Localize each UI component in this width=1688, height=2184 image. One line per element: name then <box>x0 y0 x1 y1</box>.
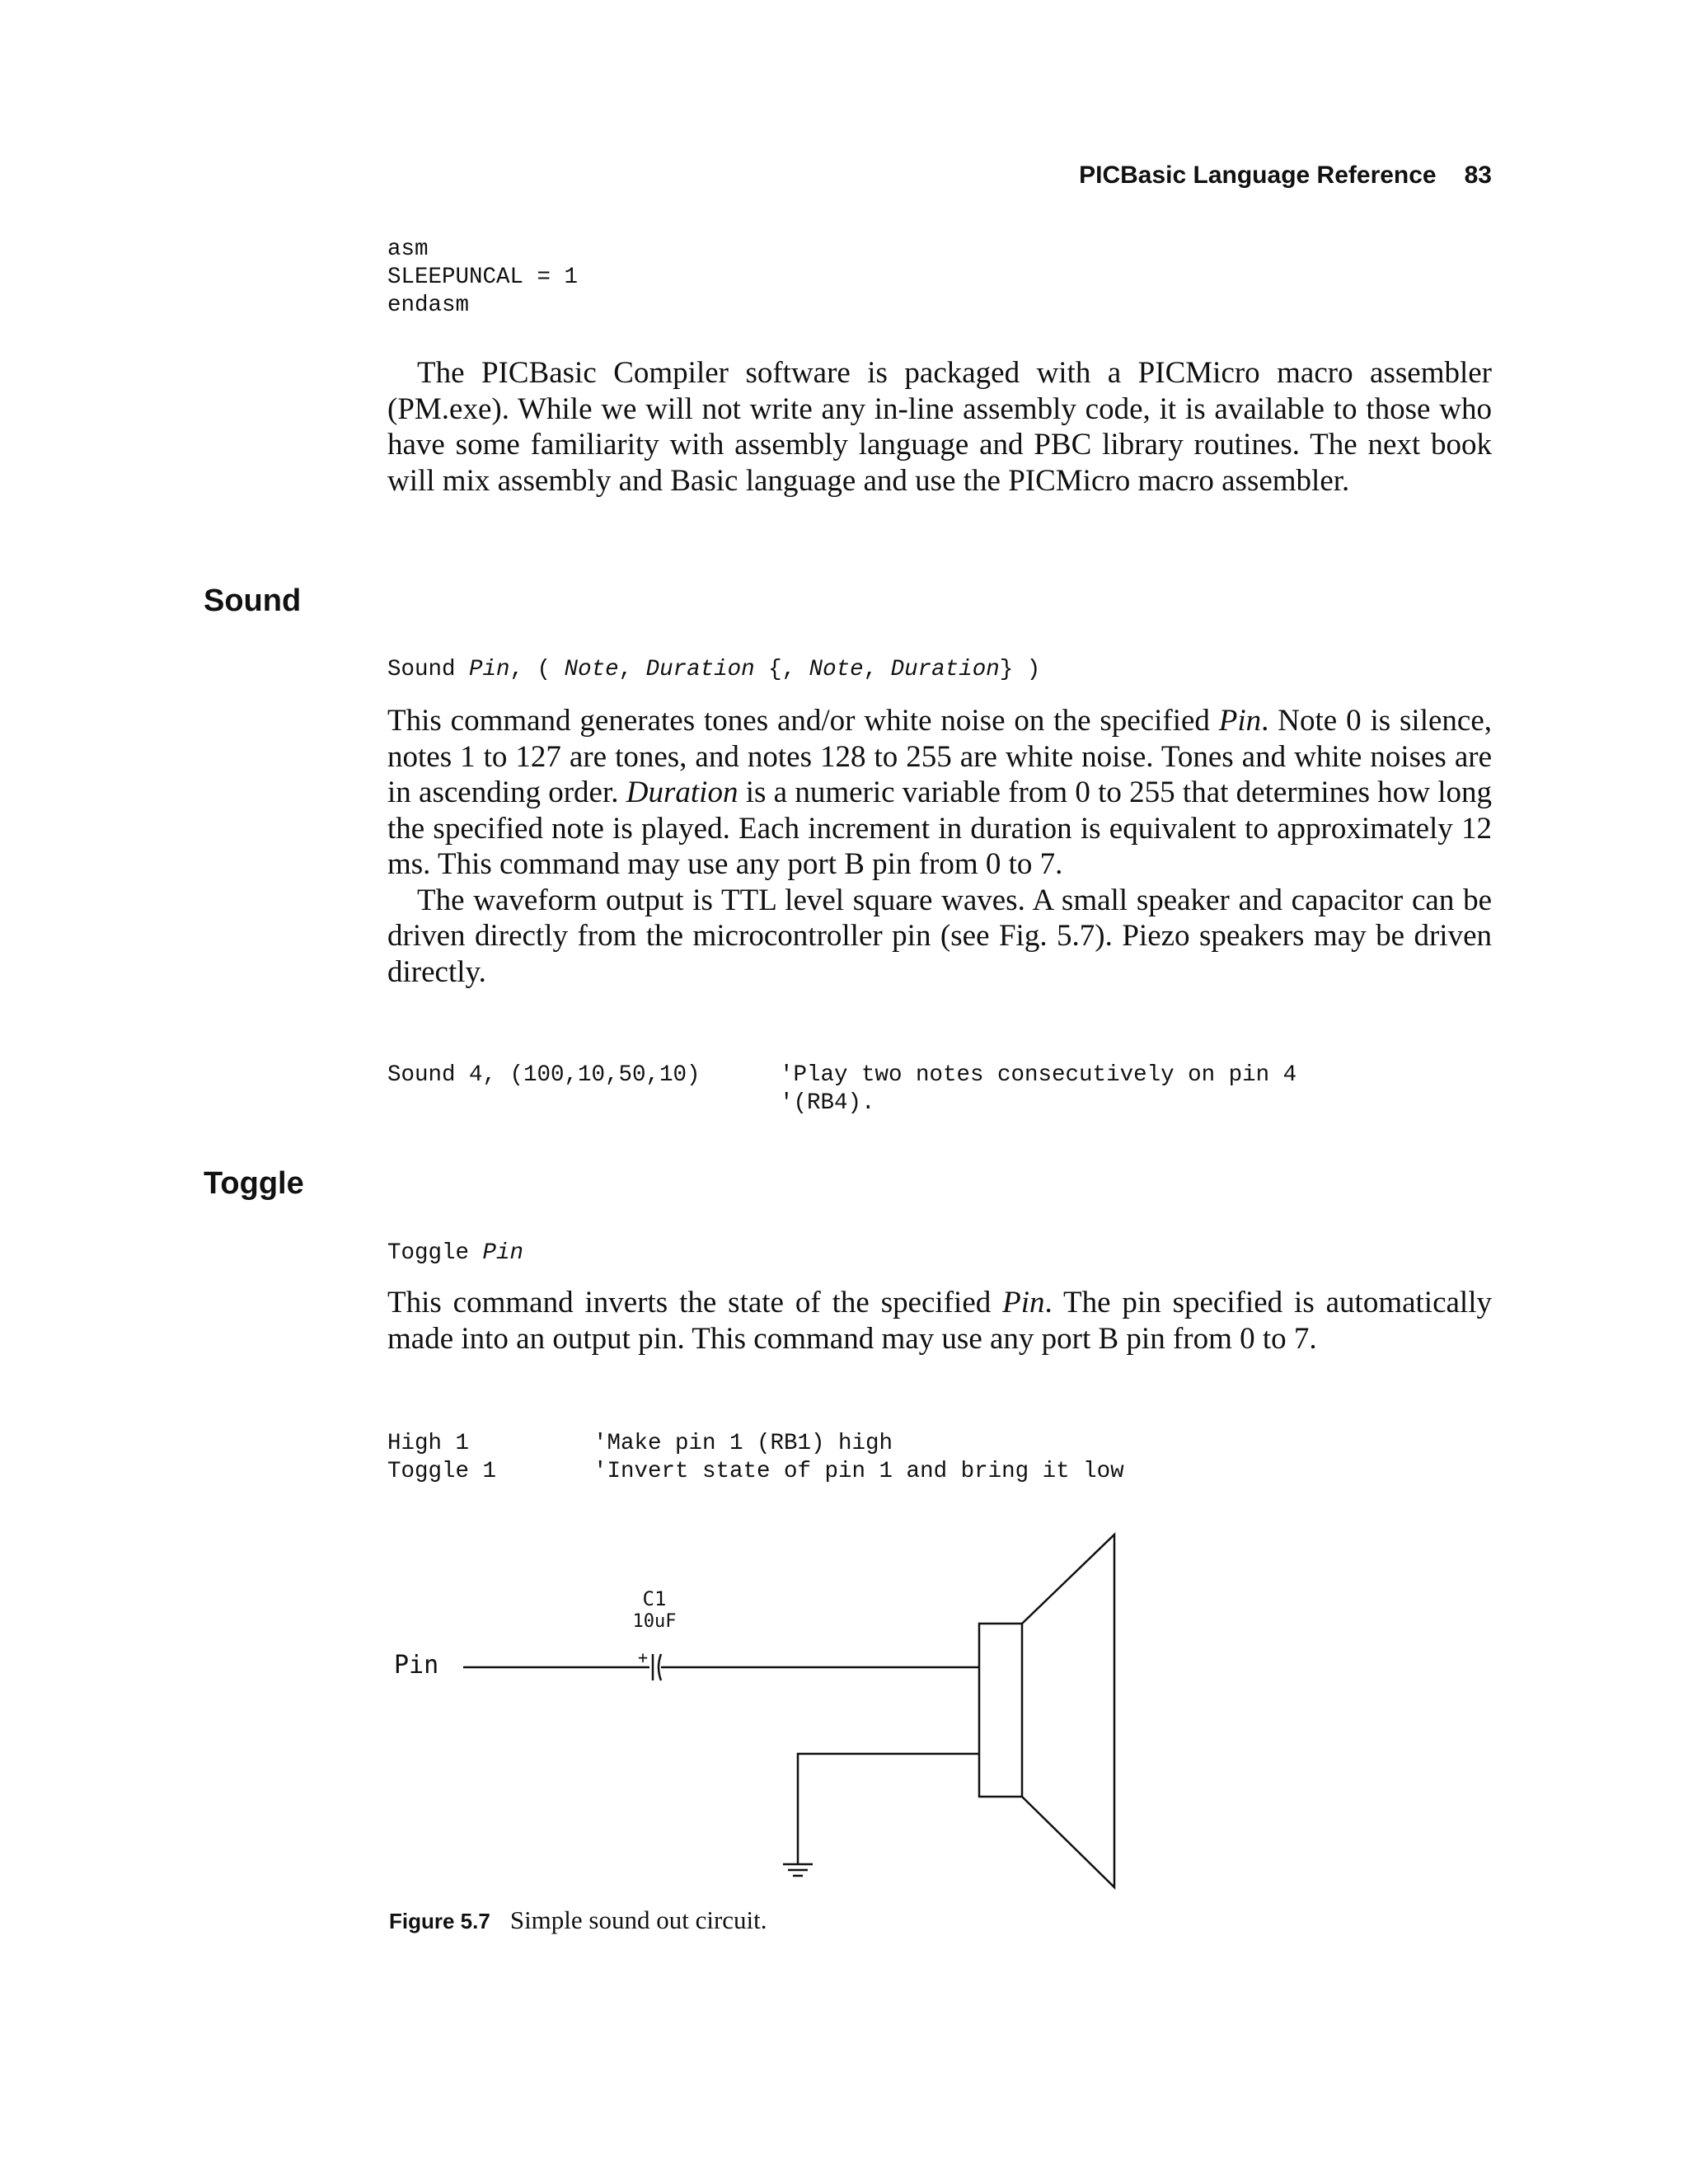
code-line: asm <box>387 237 429 262</box>
toggle-example-comments <box>593 1430 1124 1486</box>
text-italic-pin: Pin <box>1218 704 1262 738</box>
capacitor-plate-curved <box>659 1654 661 1680</box>
intro-text: The PICBasic Compiler software is packaged with a PICMicro macro assembler (PM.exe). While we will not write any in-line assembly code, it is available to those who have some familiarity with assembly language and PBC library routines. The next book will mix assembly and Basic language and use the PICMicro macro assembler. <box>387 356 1492 498</box>
asm-code-block <box>387 236 578 320</box>
capacitor-value-label: 10uF <box>632 1611 677 1632</box>
capacitor-ref-label: C1 <box>642 1587 667 1610</box>
syntax-arg-note: Note <box>564 657 619 682</box>
sound-description <box>387 703 1492 990</box>
syntax-arg-pin: Pin <box>469 657 510 682</box>
page-number: 83 <box>1464 162 1492 189</box>
running-head <box>1079 162 1492 190</box>
code-comment: 'Play two notes consecutively on pin 4 <box>780 1062 1297 1088</box>
section-heading-toggle: Toggle <box>204 1166 304 1201</box>
text-run: This command generates tones and/or white noise on the specified <box>387 704 1219 738</box>
code-comment: 'Make pin 1 (RB1) high <box>593 1431 893 1456</box>
code-line: SLEEPUNCAL = 1 <box>387 265 579 290</box>
code-comment: '(RB4). <box>780 1090 875 1116</box>
toggle-description <box>387 1285 1492 1357</box>
capacitor-polarity-label: + <box>637 1647 649 1667</box>
sound-example-comment <box>780 1062 1296 1118</box>
syntax-keyword: Sound <box>387 657 456 682</box>
toggle-example-code <box>387 1430 496 1486</box>
sound-paragraph-1 <box>387 703 1492 883</box>
syntax-keyword: Toggle <box>387 1240 470 1266</box>
text-run: This command inverts the state of the specified <box>387 1286 1003 1319</box>
syntax-arg-duration: Duration <box>645 657 755 682</box>
sound-example-code: Sound 4, (100,10,50,10) <box>387 1062 701 1088</box>
text-italic-duration: Duration <box>626 776 738 809</box>
code-comment: 'Invert state of pin 1 and bring it low <box>593 1459 1124 1484</box>
toggle-paragraph <box>387 1285 1492 1357</box>
speaker-coil-icon <box>979 1624 1022 1797</box>
sound-syntax: Sound Pin, ( Note, Duration {, Note, Duration} ) <box>387 657 1041 682</box>
text-run: is a numeric variable from 0 to 255 that determines how long the specified note is played. Each increment in duration is equivalent to approximately 12 ms. This command may use any port B pin from 0 to 7. <box>387 776 1492 881</box>
code-line: Toggle 1 <box>387 1459 497 1484</box>
syntax-arg-duration: Duration <box>890 657 1000 682</box>
syntax-arg-pin: Pin <box>482 1240 524 1266</box>
code-line: endasm <box>387 293 470 318</box>
text-italic-pin: Pin <box>1002 1286 1045 1319</box>
figure-caption <box>389 1905 767 1935</box>
text-run: . Note 0 is silence, notes 1 to 127 are tones, and notes 128 to 255 are white noise. Tones and white noises are in ascending order. <box>387 704 1492 809</box>
running-head-title: PICBasic Language Reference <box>1079 162 1437 189</box>
toggle-syntax <box>387 1240 523 1268</box>
speaker-cone-icon <box>1022 1535 1114 1887</box>
section-heading-sound: Sound <box>204 583 302 618</box>
ground-wire <box>798 1754 979 1864</box>
code-line: High 1 <box>387 1431 470 1456</box>
intro-paragraph <box>387 355 1492 499</box>
sound-paragraph-2: The waveform output is TTL level square waves. A small speaker and capacitor can be driven directly from the microcontroller pin (see Fig. 5.7). Piezo speakers may be driven directly. <box>387 883 1492 989</box>
syntax-arg-note: Note <box>809 657 864 682</box>
sound-circuit-diagram <box>363 1516 1154 1896</box>
figure-label: Figure 5.7 <box>389 1909 490 1933</box>
pin-label: Pin <box>394 1651 439 1680</box>
figure-caption-text: Simple sound out circuit. <box>509 1905 767 1934</box>
text-run: . The pin specified is automatically made into an output pin. This command may use any port B pin from 0 to 7. <box>387 1286 1492 1356</box>
